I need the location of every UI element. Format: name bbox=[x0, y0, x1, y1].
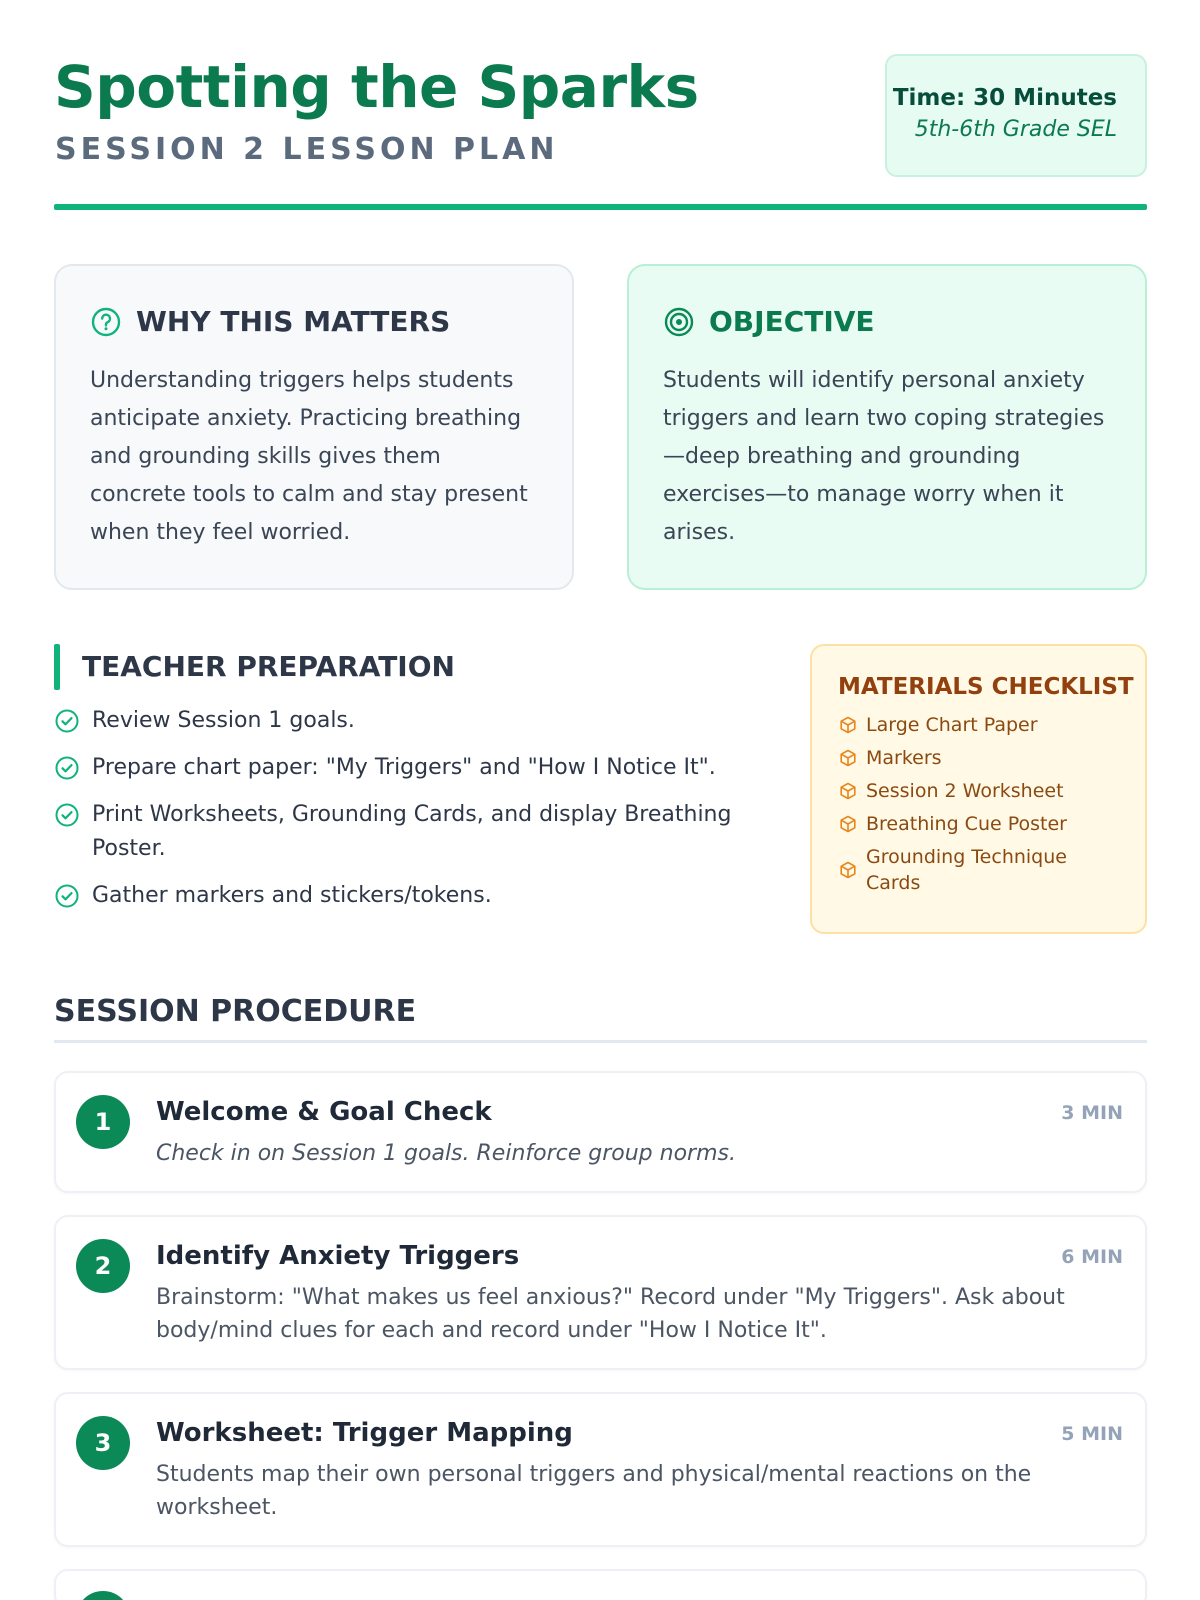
box-icon bbox=[838, 715, 858, 735]
teacher-preparation-title: TEACHER PREPARATION bbox=[82, 650, 455, 683]
prep-item-text: Review Session 1 goals. bbox=[92, 708, 355, 733]
materials-checklist-card bbox=[810, 644, 1147, 934]
page-subtitle: SESSION 2 LESSON PLAN bbox=[55, 132, 559, 167]
step-number-badge bbox=[76, 1591, 130, 1600]
teacher-preparation-header bbox=[54, 644, 774, 690]
lesson-plan-page bbox=[54, 0, 1147, 1520]
prep-item-text: Prepare chart paper: "My Triggers" and "How I Notice It". bbox=[92, 755, 716, 780]
why-card-body: Understanding triggers helps students anticipate anxiety. Practicing breathing and grounding skills gives them concrete tools to calm and stay present when they feel worried. bbox=[90, 368, 528, 545]
step-number-badge: 2 bbox=[76, 1239, 130, 1293]
step-description: Check in on Session 1 goals. Reinforce group norms. bbox=[156, 1141, 736, 1166]
box-icon bbox=[838, 781, 858, 801]
step-description: Students map their own personal triggers and physical/mental reactions on the worksheet. bbox=[156, 1462, 1032, 1520]
section-accent-bar bbox=[54, 644, 60, 690]
check-circle-icon bbox=[54, 708, 80, 734]
prep-list-item bbox=[54, 704, 774, 738]
check-circle-icon bbox=[54, 755, 80, 781]
why-this-matters-card bbox=[54, 264, 574, 590]
prep-item-text: Print Worksheets, Grounding Cards, and display Breathing Poster. bbox=[92, 802, 732, 861]
materials-item-text: Markers bbox=[866, 747, 942, 769]
procedure-divider bbox=[54, 1040, 1147, 1043]
step-duration: 6 MIN bbox=[1061, 1246, 1123, 1268]
step-number-badge: 3 bbox=[76, 1416, 130, 1470]
box-icon bbox=[838, 814, 858, 834]
materials-list-item bbox=[838, 745, 1119, 771]
box-icon bbox=[838, 748, 858, 768]
teacher-preparation-section bbox=[54, 644, 774, 926]
objective-card-body: Students will identify personal anxiety triggers and learn two coping strategies—deep breathing and grounding exercises—to manage worry when it arises. bbox=[663, 368, 1105, 545]
materials-list-item bbox=[838, 811, 1119, 837]
prep-list-item bbox=[54, 798, 774, 866]
materials-list-item bbox=[838, 778, 1119, 804]
materials-item-text: Grounding Technique Cards bbox=[866, 846, 1067, 894]
step-description: Brainstorm: "What makes us feel anxious?" Record under "My Triggers". Ask about body/mind clues for each and record under "How I Notice It". bbox=[156, 1285, 1065, 1343]
question-circle-icon bbox=[90, 306, 122, 338]
materials-item-text: Large Chart Paper bbox=[866, 714, 1038, 736]
materials-item-text: Breathing Cue Poster bbox=[866, 813, 1067, 835]
teacher-preparation-list bbox=[54, 704, 774, 913]
page-title: Spotting the Sparks bbox=[54, 53, 699, 121]
why-card-title: WHY THIS MATTERS bbox=[136, 305, 451, 338]
procedure-step bbox=[54, 1071, 1147, 1193]
procedure-step bbox=[54, 1392, 1147, 1547]
materials-list-item bbox=[838, 712, 1119, 738]
check-circle-icon bbox=[54, 883, 80, 909]
step-title: Worksheet: Trigger Mapping bbox=[156, 1418, 573, 1448]
materials-item-text: Session 2 Worksheet bbox=[866, 780, 1064, 802]
materials-checklist-title: MATERIALS CHECKLIST bbox=[838, 674, 1134, 700]
header bbox=[54, 0, 1147, 212]
check-circle-icon bbox=[54, 802, 80, 828]
prep-item-text: Gather markers and stickers/tokens. bbox=[92, 883, 492, 908]
objective-card-header bbox=[663, 296, 1111, 348]
step-title: Welcome & Goal Check bbox=[156, 1097, 492, 1127]
step-duration: 3 MIN bbox=[1061, 1102, 1123, 1124]
target-icon bbox=[663, 306, 695, 338]
session-time: Time: 30 Minutes bbox=[892, 85, 1117, 111]
prep-list-item bbox=[54, 751, 774, 785]
materials-list-item bbox=[838, 844, 1119, 896]
step-duration: 5 MIN bbox=[1061, 1423, 1123, 1445]
prep-list-item bbox=[54, 879, 774, 913]
grade-level: 5th-6th Grade SEL bbox=[914, 117, 1117, 142]
session-procedure-title: SESSION PROCEDURE bbox=[54, 994, 417, 1029]
step-title: Identify Anxiety Triggers bbox=[156, 1241, 520, 1271]
step-number-badge: 1 bbox=[76, 1095, 130, 1149]
why-card-header bbox=[90, 296, 538, 348]
procedure-step bbox=[54, 1215, 1147, 1370]
procedure-step-partial bbox=[54, 1569, 1147, 1600]
objective-card-title: OBJECTIVE bbox=[709, 305, 875, 338]
objective-card bbox=[627, 264, 1147, 590]
box-icon bbox=[838, 860, 858, 880]
header-divider bbox=[54, 204, 1147, 210]
materials-list bbox=[838, 712, 1119, 896]
time-info-box bbox=[885, 54, 1147, 177]
